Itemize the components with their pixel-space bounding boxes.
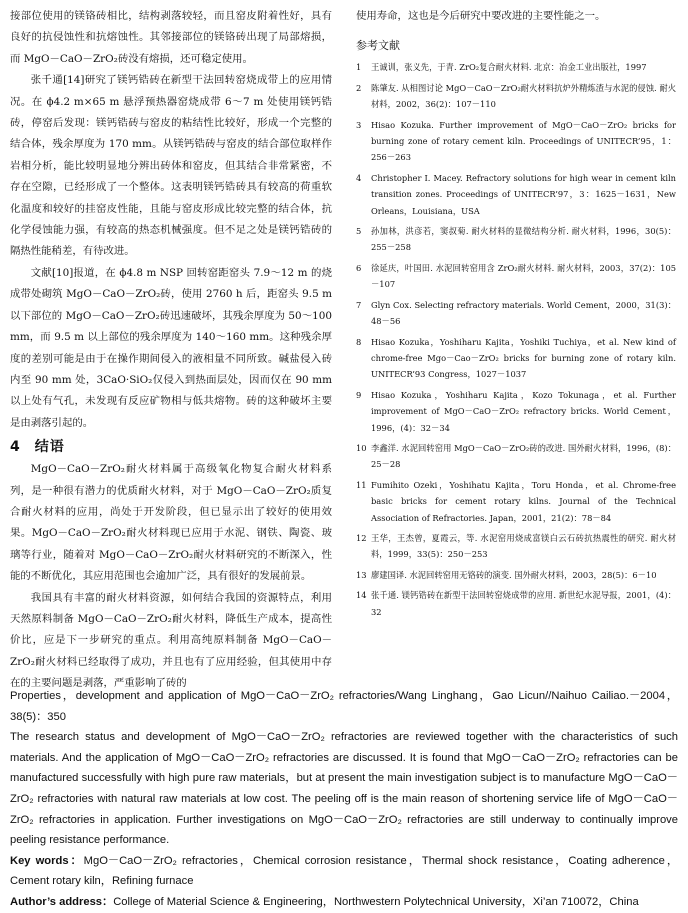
body-paragraph: MgO－CaO－ZrO₂耐火材料属于高级氧化物复合耐火材料系列，是一种很有潜力的优质耐火材料，对于 MgO－CaO－ZrO₂质复合耐火材料的应用，尚处于开发阶段，但已显示出了较好的使用效果。MgO－CaO－ZrO₂耐火材料现已应用于水泥、钢铁、陶瓷、玻璃等行业，随着对 MgO－CaO－ZrO₂耐火材料研究的不断深入，性能的不断优化，其应用范围也会逾加广泛，具有很好的发展前景。: [10, 463, 332, 583]
reference-number: 13: [356, 569, 367, 580]
reference-item: [356, 80, 676, 113]
section-title: 结语: [34, 439, 65, 456]
reference-number: 2: [356, 82, 362, 93]
reference-text: 李鑫洋. 水泥回转窑用 MgO－CaO－ZrO₂砖的改进. 国外耐火材料，1996，(8)：25－28: [371, 442, 676, 470]
reference-text: Glyn Cox. Selecting refractory materials. World Cement，2000，31(3)：48－56: [371, 299, 676, 327]
reference-text: Christopher I. Macey. Refractory solutions for high wear in cement kiln transition zones. Proceedings of UNITECR’97，3：1625－1631，New Orleans，Louisiana，USA: [371, 172, 676, 216]
reference-number: 8: [356, 336, 362, 347]
reference-item: [356, 59, 676, 75]
reference-text: 孙加林，洪彦若，窦叔菊. 耐火材料的显微结构分析. 耐火材料，1996，30(5)：255－258: [371, 226, 676, 253]
reference-item: [356, 334, 676, 383]
reference-text: 王诚训，张义先，于青. ZrO₂复合耐火材料. 北京：冶金工业出版社，1997: [371, 62, 647, 73]
body-paragraph: 文献[10]报道，在 ϕ4.8 m NSP 回转窑距窑头 7.9～12 m 的烧成带处砌筑 MgO－CaO－ZrO₂砖，使用 2760 h 后，距窑头 9.5 m 以下部位的 MgO－CaO－ZrO₂砖迅速破坏，其残余厚度为 50～100 mm，而 9.5 m 以上部位的残余厚度为 140～160 mm。这种残余厚度的差别可能是由于在操作期间侵入的液相量不同所致。碱盐侵入砖内至 90 mm 处，3CaO·SiO₂仅侵入到热面层处，因而仅在 90 mm 以上处有气孔，未发现有反应矿物相与低共熔物。砖的这种破坏主要是由剥落引起的。: [10, 266, 332, 429]
reference-list: [356, 59, 676, 620]
body-paragraph: 使用寿命，这也是今后研究中要改进的主要性能之一。: [356, 10, 606, 22]
references-heading: 参考文献: [356, 39, 400, 53]
reference-item: [356, 440, 676, 473]
body-paragraph: 张千通[14]研究了镁钙锆砖在新型干法回转窑烧成带上的应用情况。在 ϕ4.2 m×65 m 悬浮预热器窑烧成带 6～7 m 处使用镁钙锆砖，停窑后发现：镁钙锆砖与窑皮的粘结性比较好，形成一个完整的结合体，残余厚度为 170 mm。从镁钙锆砖与窑皮的结合部位取样作岩相分析，能比较明显地分辨出砖体和窑皮，但其结合非常紧密，不存在空隙，已经形成了一个整体。这表明镁钙锆砖具有较高的荷重软化温度和较好的挂窑皮性能，且能与窑皮形成比较完整的结合体，抗化学侵蚀能力强，有较高的热态机械强度。但不足之处是镁钙锆砖的隔热性能稍差，有待改进。: [10, 74, 332, 258]
keywords-text: MgO－CaO－ZrO₂ refractories，Chemical corrosion resistance，Thermal shock resistance，Coating adherence，Cement rotary kiln，Refining furnace: [10, 854, 679, 888]
reference-number: 1: [356, 62, 362, 73]
address-label: Author’s address：: [10, 895, 114, 908]
address-text: College of Material Science & Engineering，Northwestern Polytechnical University，Xi’an 710072，China: [113, 895, 639, 908]
reference-number: 4: [356, 172, 362, 183]
reference-text: 徐延庆，叶国田. 水泥回转窑用含 ZrO₂耐火材料. 耐火材料，2003，37(2)：105－107: [371, 262, 676, 290]
reference-number: 11: [356, 479, 367, 490]
reference-text: Hisao Kozuka. Further improvement of MgO－CaO－ZrO₂ bricks for burning zone of rotary cement kiln. Proceedings of UNITECR’95，1：256－263: [371, 119, 676, 163]
reference-item: [356, 117, 676, 166]
body-paragraph: 接部位使用的镁铬砖相比，结构剥落较轻，而且窑皮附着性好，具有良好的抗侵蚀性和抗熔蚀性。其邻接部位的镁铬砖出现了局部熔损，而 MgO－CaO－ZrO₂砖没有熔损，还可稳定使用。: [10, 10, 332, 65]
right-column: [356, 6, 676, 624]
reference-item: [356, 260, 676, 293]
reference-text: Fumihito Ozeki，Yoshihatu Kajita，Toru Honda，et al. Chrome-free basic bricks for cement rotary kilns. Journal of the Technical Association of Refractories. Japan，2001，21(2)：78－84: [371, 479, 676, 523]
reference-item: [356, 567, 676, 583]
reference-item: [356, 297, 676, 330]
reference-number: 14: [356, 590, 367, 601]
abstract-citation: Properties，development and application of MgO－CaO－ZrO₂ refractories/Wang Linghang，Gao Licun//Naihuo Cailiao.－2004，38(5)：350: [10, 690, 678, 723]
reference-number: 5: [356, 226, 362, 237]
reference-item: [356, 477, 676, 526]
keywords-label: Key words：: [10, 854, 84, 867]
section-number: 4: [10, 439, 21, 456]
reference-item: [356, 170, 676, 219]
reference-number: 3: [356, 119, 362, 130]
reference-number: 10: [356, 442, 367, 453]
abstract-body: The research status and development of MgO－CaO－ZrO₂ refractories are reviewed together with the characteristics of such materials. And the application of MgO－CaO－ZrO₂ refractories are discussed. It is found that MgO－CaO－ZrO₂ refractories can be manufactured successfully with high pure raw materials，but at present the main investigation subject is to manufacture MgO－CaO－ZrO₂ refractories with natural raw materials at low cost. The peeling off is the main reason of shortening service life of MgO－CaO－ZrO₂ refractories in application. Further investigations on MgO－CaO－ZrO₂ refractories are still underway to continually improve peeling resistance performance.: [10, 731, 678, 847]
reference-text: Hisao Kozuka，Yoshiharu Kajita，Yoshiki Tuchiya，et al. New kind of chrome-free Mgo－Cao－ZrO₂ bricks for burning zone of rotary kiln. UNITECR’93 Congress，1027－1037: [371, 336, 676, 380]
reference-text: 张千通. 镁钙锆砖在新型干法回转窑烧成带的应用. 新世纪水泥导报，2001，(4)：32: [371, 590, 676, 617]
reference-number: 6: [356, 262, 362, 273]
reference-number: 9: [356, 389, 362, 400]
left-column: [10, 6, 332, 695]
section-heading: [10, 436, 332, 456]
reference-text: 陈肇友. 从相图讨论 MgO－CaO－ZrO₂耐火材料抗炉外精炼渣与水泥的侵蚀. 耐火材料，2002，36(2)：107－110: [371, 82, 676, 110]
english-abstract: [10, 686, 678, 913]
reference-item: [356, 223, 676, 256]
keywords-line: [10, 851, 678, 892]
body-paragraph: 我国具有丰富的耐火材料资源，如何结合我国的资源特点，利用天然原料制备 MgO－CaO－ZrO₂耐火材料，降低生产成本，提高性价比，应是下一步研究的重点。利用高纯原料制备 MgO－CaO－ZrO₂耐火材料已经取得了成功，并且也有了应用经验，但其使用中存在的主要问题是剥落，严重影响了砖的: [10, 591, 332, 690]
reference-item: [356, 530, 676, 563]
reference-text: Hisao Kozuka，Yoshiharu Kajita，Kozo Tokunaga，et al. Further improvement of MgO－CaO－ZrO₂ refractory bricks. World Cement，1996，(4)：32－34: [371, 389, 676, 433]
reference-text: 廖建国译. 水泥回转窑用无铬砖的演变. 国外耐火材料，2003，28(5)：6－10: [371, 569, 657, 580]
reference-number: 7: [356, 299, 362, 310]
reference-item: [356, 587, 676, 620]
reference-number: 12: [356, 532, 367, 543]
address-line: [10, 892, 678, 913]
reference-item: [356, 387, 676, 436]
reference-text: 王华，王杰曾，夏霞云，等. 水泥窑用烧成富镁白云石砖抗热震性的研究. 耐火材料，1999，33(5)：250－253: [371, 532, 676, 560]
